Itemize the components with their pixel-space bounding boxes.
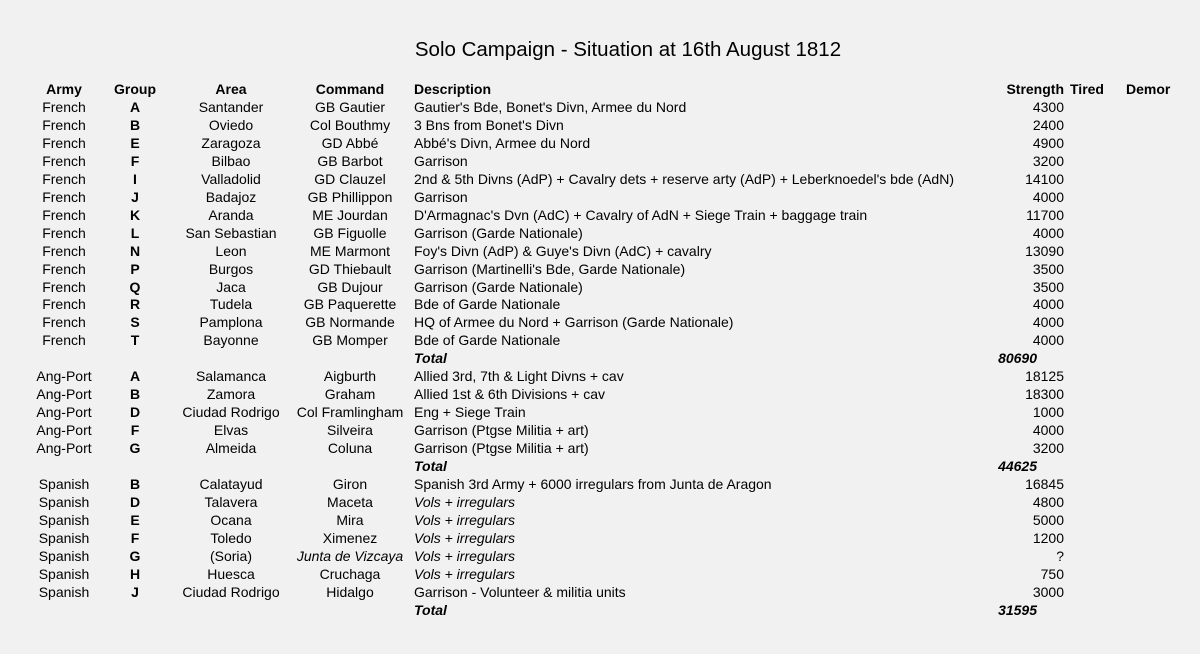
strength-cell: 4000	[1032, 188, 1064, 205]
command-cell: Giron	[332, 475, 368, 492]
strength-cell: 750	[1040, 565, 1064, 582]
header-description: Description	[414, 81, 492, 97]
army-cell: French	[42, 152, 86, 169]
area-cell: Santander	[198, 99, 264, 115]
total-row	[0, 457, 1200, 475]
group-cell: F	[130, 152, 140, 169]
command-cell: ME Marmont	[309, 242, 391, 259]
command-cell: Graham	[324, 386, 376, 403]
table-row	[0, 152, 1200, 170]
command-cell: GB Barbot	[317, 152, 383, 169]
area-cell: Oviedo	[208, 117, 254, 133]
description-cell: Vols + irregulars	[414, 511, 516, 528]
group-cell: J	[131, 583, 139, 600]
group-cell: R	[129, 296, 141, 313]
army-cell: Ang-Port	[36, 368, 92, 385]
description-cell: Vols + irregulars	[414, 493, 516, 510]
table-row	[0, 547, 1200, 565]
command-cell: ME Jourdan	[312, 206, 388, 223]
command-cell: GD Clauzel	[314, 170, 386, 187]
area-cell: Talavera	[204, 493, 258, 510]
army-cell: French	[42, 134, 86, 151]
page-title: Solo Campaign - Situation at 16th August 1812	[414, 38, 842, 61]
group-cell: S	[130, 314, 140, 331]
group-cell: B	[129, 386, 141, 403]
strength-cell: 4000	[1032, 224, 1064, 241]
strength-cell: 1200	[1032, 529, 1064, 546]
area-cell: Valladolid	[201, 170, 261, 187]
group-cell: D	[129, 404, 141, 421]
description-cell: Vols + irregulars	[414, 565, 516, 582]
area-cell: Leon	[215, 242, 247, 259]
strength-cell: 4300	[1032, 99, 1064, 115]
army-cell: Spanish	[38, 493, 90, 510]
army-cell: French	[42, 170, 86, 187]
area-cell: Elvas	[213, 422, 249, 439]
total-value: 80690	[998, 350, 1037, 367]
description-cell: Garrison (Ptgse Militia + art)	[414, 422, 589, 439]
strength-cell: 5000	[1032, 511, 1064, 528]
army-cell: French	[42, 99, 86, 115]
group-cell: I	[133, 170, 137, 187]
command-cell: Maceta	[327, 493, 373, 510]
command-cell: GB Momper	[312, 332, 388, 349]
table-row	[0, 170, 1200, 188]
army-cell: French	[42, 260, 86, 277]
table-row	[0, 583, 1200, 601]
table-header-row	[0, 80, 1200, 98]
header-group: Group	[114, 81, 156, 97]
area-cell: Zamora	[206, 386, 256, 403]
army-cell: French	[42, 296, 86, 313]
description-cell: Garrison	[414, 152, 468, 169]
header-strength: Strength	[1006, 81, 1064, 97]
description-cell: Allied 3rd, 7th & Light Divns + cav	[414, 368, 624, 385]
army-cell: Spanish	[38, 547, 90, 564]
description-cell: Bde of Garde Nationale	[414, 296, 561, 313]
strength-cell: 3500	[1032, 260, 1064, 277]
table-row	[0, 385, 1200, 403]
area-cell: (Soria)	[209, 547, 252, 564]
strength-cell: 13090	[1025, 242, 1064, 259]
army-cell: Ang-Port	[36, 422, 92, 439]
area-cell: Calatayud	[199, 475, 263, 492]
table-row	[0, 242, 1200, 260]
group-cell: Q	[129, 278, 141, 295]
table-row	[0, 421, 1200, 439]
group-cell: G	[129, 547, 141, 564]
table-row	[0, 367, 1200, 385]
group-cell: N	[129, 242, 141, 259]
header-area: Area	[215, 81, 247, 97]
army-cell: Ang-Port	[36, 440, 92, 457]
strength-cell: 1000	[1032, 404, 1064, 421]
group-cell: K	[129, 206, 141, 223]
group-cell: F	[130, 422, 140, 439]
description-cell: Abbé's Divn, Armee du Nord	[414, 134, 591, 151]
header-army: Army	[46, 81, 82, 97]
command-cell: Cruchaga	[319, 565, 381, 582]
total-label: Total	[414, 601, 447, 618]
command-cell: Col Framlingham	[296, 404, 404, 421]
command-cell: Aigburth	[323, 368, 377, 385]
strength-cell: 14100	[1025, 170, 1064, 187]
group-cell: F	[130, 529, 140, 546]
total-value: 31595	[998, 601, 1037, 618]
command-cell: Junta de Vizcaya	[296, 547, 404, 564]
area-cell: Pamplona	[199, 314, 263, 331]
command-cell: Col Bouthmy	[309, 117, 391, 133]
description-cell: Garrison (Garde Nationale)	[414, 278, 583, 295]
command-cell: Hidalgo	[326, 583, 374, 600]
table-row	[0, 493, 1200, 511]
group-cell: J	[131, 188, 139, 205]
army-cell: French	[42, 314, 86, 331]
header-demor: Demor	[1126, 81, 1171, 97]
strength-cell: 3200	[1032, 440, 1064, 457]
strength-cell: 2400	[1032, 117, 1064, 133]
army-cell: French	[42, 242, 86, 259]
group-cell: E	[130, 511, 140, 528]
table-row	[0, 206, 1200, 224]
group-cell: B	[129, 117, 141, 133]
strength-cell: 4900	[1032, 134, 1064, 151]
description-cell: Spanish 3rd Army + 6000 irregulars from Junta de Aragon	[414, 475, 772, 492]
header-tired: Tired	[1070, 81, 1104, 97]
army-cell: Ang-Port	[36, 386, 92, 403]
description-cell: Garrison (Martinelli's Bde, Garde Nationale)	[414, 260, 686, 277]
army-cell: French	[42, 224, 86, 241]
command-cell: GB Normande	[305, 314, 395, 331]
table-row	[0, 331, 1200, 349]
area-cell: Ciudad Rodrigo	[182, 404, 280, 421]
army-cell: Spanish	[38, 565, 90, 582]
table-row	[0, 134, 1200, 152]
description-cell: HQ of Armee du Nord + Garrison (Garde Nationale)	[414, 314, 734, 331]
area-cell: Badajoz	[205, 188, 257, 205]
area-cell: Ciudad Rodrigo	[182, 583, 280, 600]
description-cell: 2nd & 5th Divns (AdP) + Cavalry dets + reserve arty (AdP) + Leberknoedel's bde (AdN)	[414, 170, 954, 187]
area-cell: Aranda	[208, 206, 254, 223]
strength-cell: 4000	[1032, 332, 1064, 349]
strength-cell: 11700	[1026, 206, 1064, 223]
army-cell: French	[42, 206, 86, 223]
description-cell: Gautier's Bde, Bonet's Divn, Armee du Nord	[414, 99, 687, 115]
strength-cell: 18300	[1025, 386, 1064, 403]
total-value: 44625	[998, 458, 1037, 474]
description-cell: Allied 1st & 6th Divisions + cav	[414, 386, 606, 403]
strength-cell: 3000	[1032, 583, 1064, 600]
command-cell: GB Gautier	[314, 99, 386, 115]
table-row	[0, 529, 1200, 547]
group-cell: T	[130, 332, 140, 349]
area-cell: San Sebastian	[185, 224, 277, 241]
area-cell: Zaragoza	[201, 134, 261, 151]
table-row	[0, 224, 1200, 242]
strength-cell: 16845	[1025, 475, 1064, 492]
group-cell: L	[130, 224, 140, 241]
army-cell: Ang-Port	[36, 404, 92, 421]
command-cell: GD Abbé	[321, 134, 379, 151]
table-row	[0, 278, 1200, 296]
strength-cell: 4000	[1032, 422, 1064, 439]
table-row	[0, 188, 1200, 206]
group-cell: B	[129, 475, 141, 492]
total-label: Total	[414, 458, 447, 474]
description-cell: Garrison - Volunteer & militia units	[414, 583, 626, 600]
table-row	[0, 116, 1200, 134]
area-cell: Ocana	[210, 511, 252, 528]
description-cell: D'Armagnac's Dvn (AdC) + Cavalry of AdN + Siege Train + baggage train	[414, 206, 868, 223]
table-row	[0, 295, 1200, 313]
description-cell: 3 Bns from Bonet's Divn	[414, 117, 564, 133]
army-cell: French	[42, 117, 86, 133]
table-row	[0, 260, 1200, 278]
description-cell: Garrison (Garde Nationale)	[414, 224, 583, 241]
area-cell: Toledo	[210, 529, 252, 546]
command-cell: Mira	[336, 511, 364, 528]
army-cell: French	[42, 332, 86, 349]
army-cell: Spanish	[38, 475, 90, 492]
group-cell: A	[129, 368, 141, 385]
table-row	[0, 403, 1200, 421]
area-cell: Huesca	[207, 565, 255, 582]
group-cell: G	[129, 440, 141, 457]
area-cell: Salamanca	[195, 368, 267, 385]
strength-cell: 4000	[1032, 314, 1064, 331]
area-cell: Tudela	[209, 296, 253, 313]
area-cell: Almeida	[205, 440, 257, 457]
group-cell: D	[129, 493, 141, 510]
header-command: Command	[315, 81, 385, 97]
description-cell: Vols + irregulars	[414, 547, 516, 564]
army-cell: French	[42, 278, 86, 295]
description-cell: Eng + Siege Train	[414, 404, 526, 421]
army-cell: Spanish	[38, 511, 90, 528]
command-cell: GB Figuolle	[313, 224, 387, 241]
table-row	[0, 313, 1200, 331]
command-cell: GD Thiebault	[308, 260, 392, 277]
total-label: Total	[414, 350, 447, 367]
command-cell: Coluna	[327, 440, 373, 457]
strength-cell: 3200	[1032, 152, 1064, 169]
description-cell: Garrison (Ptgse Militia + art)	[414, 440, 589, 457]
strength-cell: ?	[1056, 547, 1064, 564]
strength-cell: 3500	[1032, 278, 1064, 295]
area-cell: Bilbao	[211, 152, 251, 169]
total-row	[0, 601, 1200, 619]
area-cell: Bayonne	[203, 332, 259, 349]
group-cell: P	[130, 260, 140, 277]
area-cell: Burgos	[208, 260, 254, 277]
table-row	[0, 98, 1200, 116]
command-cell: GB Phillippon	[307, 188, 393, 205]
army-cell: Spanish	[38, 529, 90, 546]
table-row	[0, 511, 1200, 529]
table-row	[0, 475, 1200, 493]
group-cell: A	[129, 99, 141, 115]
army-cell: French	[42, 188, 86, 205]
command-cell: GB Paquerette	[303, 296, 397, 313]
total-row	[0, 349, 1200, 367]
army-cell: Spanish	[38, 583, 90, 600]
command-cell: GB Dujour	[317, 278, 383, 295]
area-cell: Jaca	[216, 278, 246, 295]
group-cell: H	[129, 565, 141, 582]
description-cell: Bde of Garde Nationale	[414, 332, 561, 349]
group-cell: E	[130, 134, 140, 151]
command-cell: Ximenez	[322, 529, 378, 546]
description-cell: Garrison	[414, 188, 468, 205]
strength-cell: 4800	[1032, 493, 1064, 510]
command-cell: Silveira	[327, 422, 373, 439]
table-row	[0, 565, 1200, 583]
description-cell: Foy's Divn (AdP) & Guye's Divn (AdC) + cavalry	[414, 242, 712, 259]
strength-cell: 18125	[1025, 368, 1064, 385]
description-cell: Vols + irregulars	[414, 529, 516, 546]
table-row	[0, 439, 1200, 457]
strength-cell: 4000	[1032, 296, 1064, 313]
